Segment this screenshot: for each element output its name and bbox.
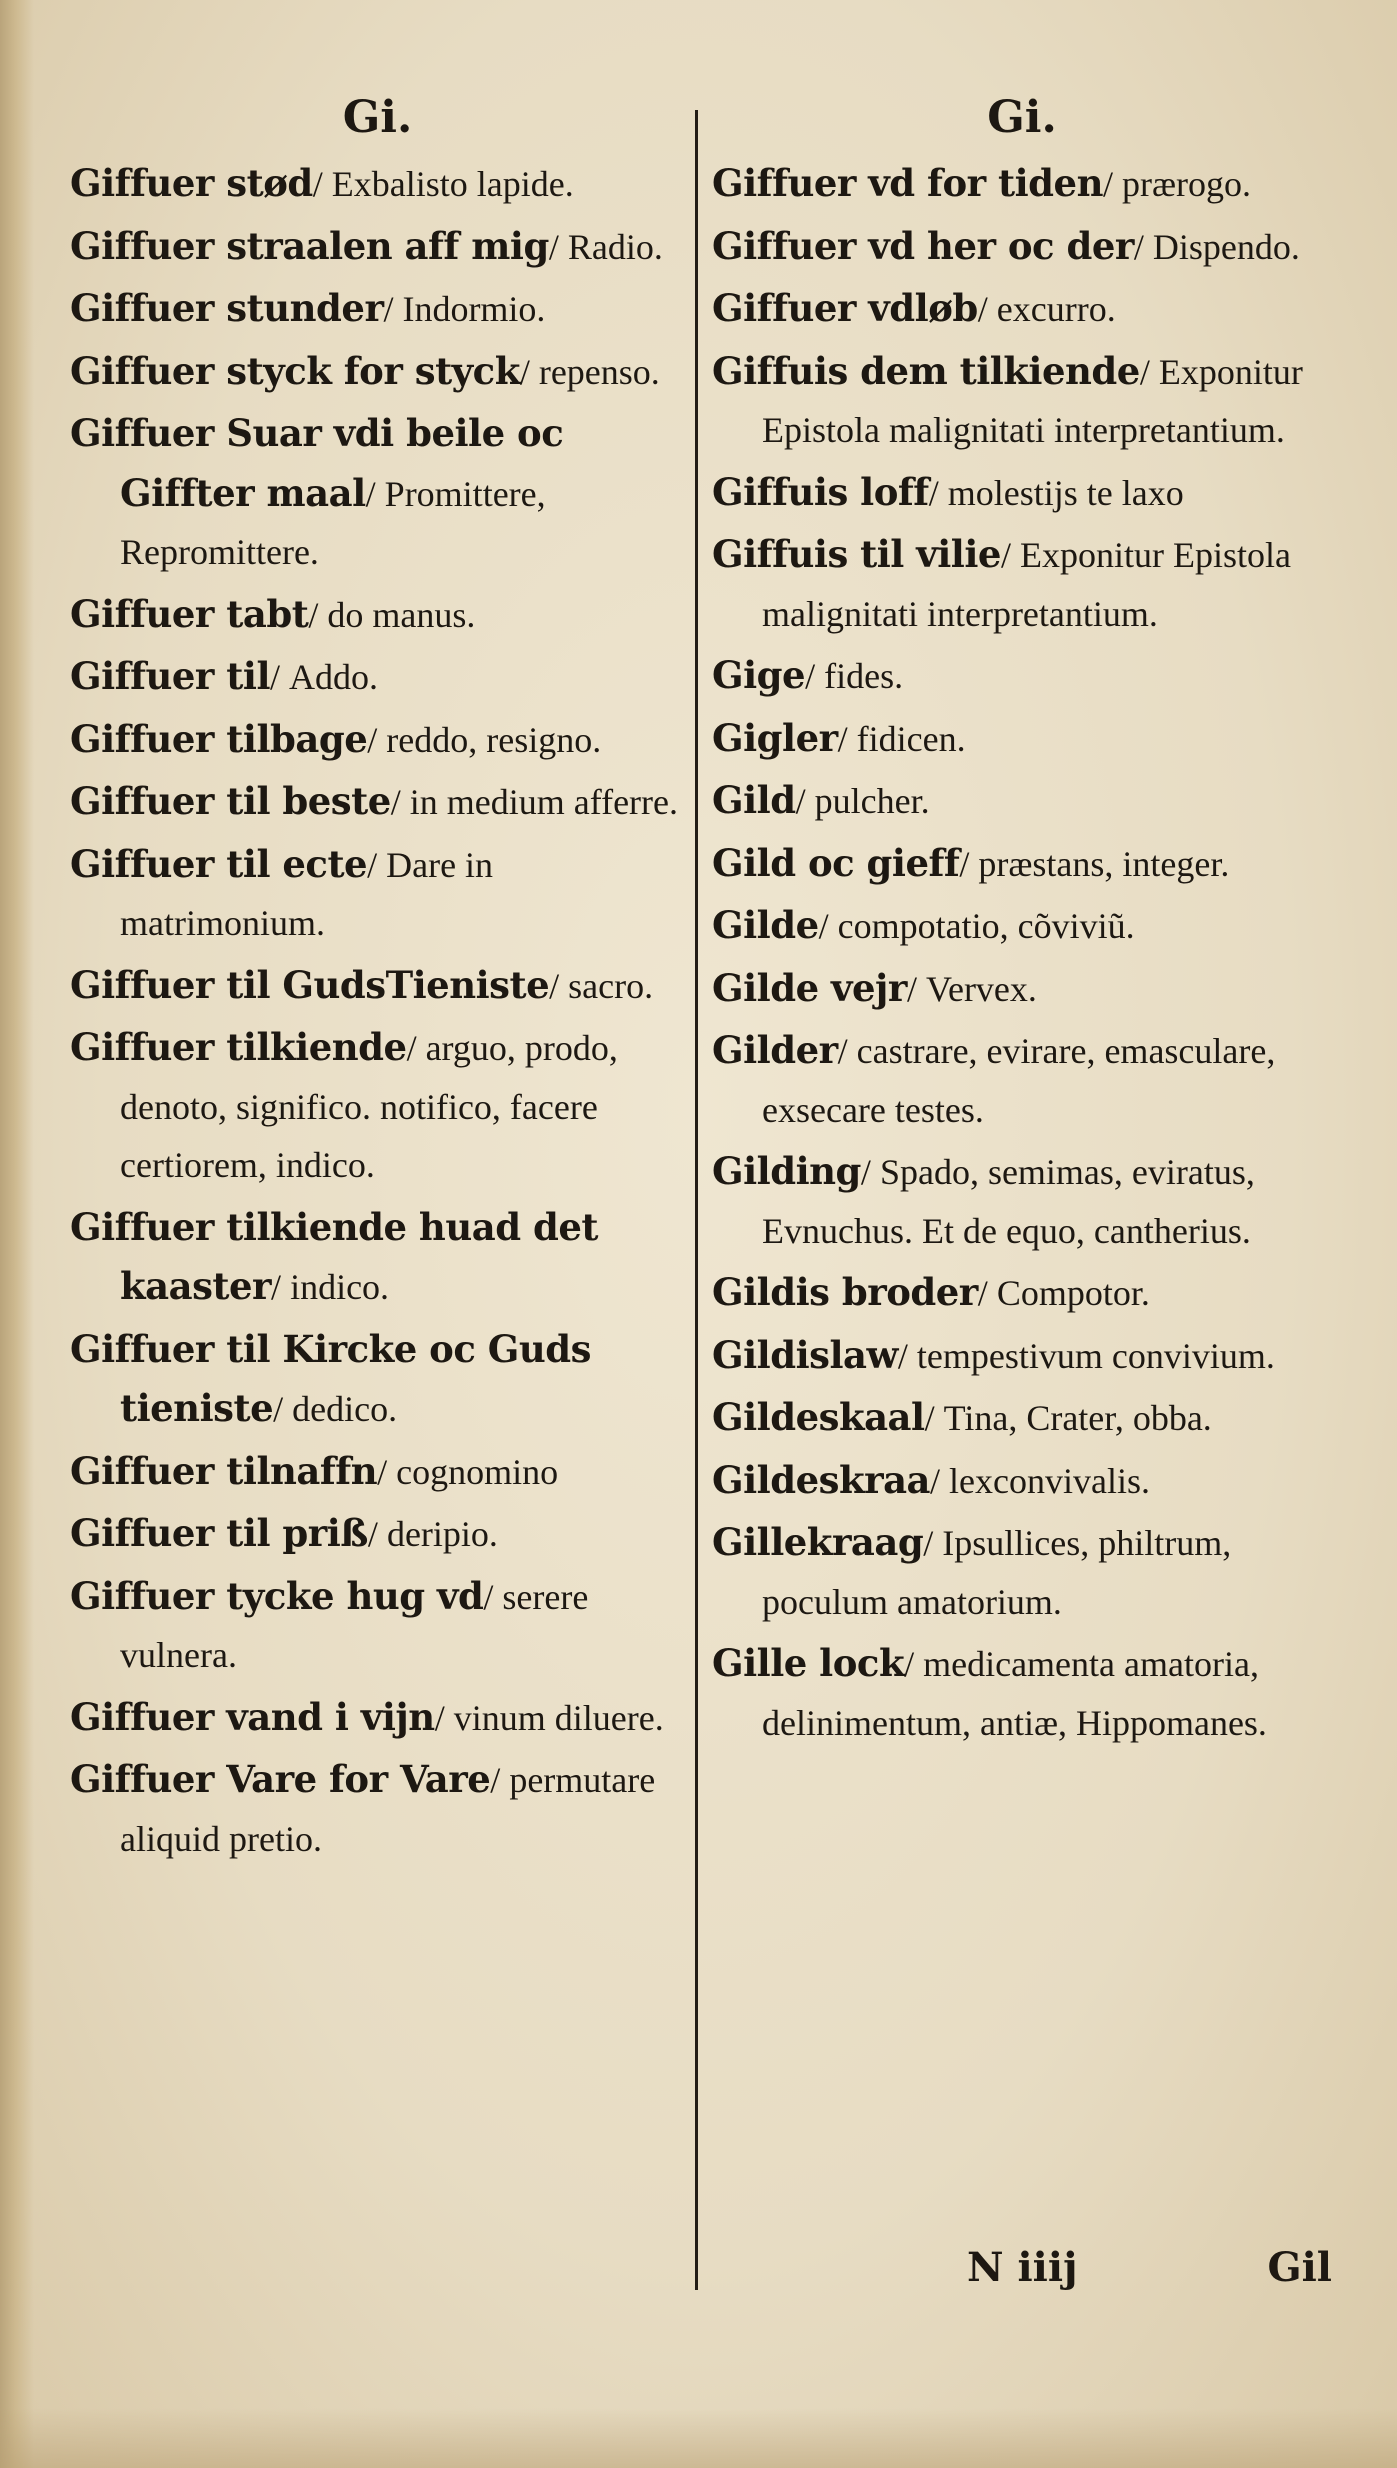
dictionary-entry xyxy=(70,1504,685,1564)
left-column xyxy=(70,88,685,1871)
entry-translation: do manus. xyxy=(327,594,476,635)
entry-translation: repenso. xyxy=(538,351,660,392)
entry-headword: Gildislaw xyxy=(712,1332,898,1377)
entry-headword: Gildeskraa xyxy=(712,1457,931,1502)
entry-headword: Gildeskaal xyxy=(712,1395,925,1439)
entry-headword: Giffuis loff xyxy=(712,469,929,514)
entry-translation: lexconvivalis. xyxy=(949,1460,1150,1501)
entry-headword: Gildis broder xyxy=(712,1270,978,1314)
signature-mark: N iiij xyxy=(967,2244,1078,2291)
entry-translation: vinum diluere. xyxy=(453,1697,664,1738)
entry-separator: / xyxy=(795,781,815,821)
entry-separator: / xyxy=(977,289,997,329)
entry-separator: / xyxy=(548,226,568,267)
entry-separator: / xyxy=(959,843,979,884)
dictionary-entry xyxy=(712,342,1332,460)
entry-separator: / xyxy=(1102,164,1122,204)
entry-translation: Spado, semimas, eviratus, Evnuchus. Et de equo, cantherius. xyxy=(762,1152,1255,1251)
dictionary-entry xyxy=(712,896,1332,956)
entry-separator: / xyxy=(549,965,569,1006)
entry-translation: castrare, evirare, emasculare, exsecare testes. xyxy=(762,1031,1276,1130)
dictionary-entry xyxy=(70,1198,685,1317)
page-footer xyxy=(712,2238,1332,2298)
entry-headword: Giffuer tilkiende huad det kaaster xyxy=(70,1204,598,1308)
entry-separator: / xyxy=(490,1760,510,1800)
entry-separator: / xyxy=(312,164,332,204)
entry-translation: arguo, prodo, denoto, significo. notifico, facere certiorem, indico. xyxy=(120,1028,618,1185)
column-divider xyxy=(695,110,698,2290)
entry-headword: Giffuer styck for styck xyxy=(70,348,520,393)
entry-headword: Giffuer tycke hug vd xyxy=(70,1573,484,1618)
dictionary-entry xyxy=(70,772,685,832)
entry-headword: Gilder xyxy=(712,1028,838,1072)
entry-headword: Giffuer tilnaffn xyxy=(70,1448,378,1493)
entry-separator: / xyxy=(837,1031,857,1071)
entry-translation: præstans, integer. xyxy=(978,843,1230,884)
running-head-right: Gi. xyxy=(987,92,1057,143)
entry-separator: / xyxy=(519,351,539,392)
entry-headword: Giffuis til vilie xyxy=(712,532,1001,576)
dictionary-entry xyxy=(70,217,685,277)
entry-headword: Giffuer vdløb xyxy=(712,286,978,330)
entry-headword: Giffuer til xyxy=(70,654,271,698)
entry-translation: excurro. xyxy=(996,289,1116,329)
entry-separator: / xyxy=(406,1028,426,1068)
dictionary-entry xyxy=(70,585,685,645)
entry-translation: Tina, Crater, obba. xyxy=(943,1398,1212,1438)
entry-headword: Giffuer til ecte xyxy=(70,841,368,886)
entry-separator: / xyxy=(365,473,385,514)
left-entry-list xyxy=(70,154,685,1868)
running-head-left: Gi. xyxy=(342,92,413,143)
entry-translation: permutare aliquid pretio. xyxy=(120,1760,656,1859)
dictionary-entry xyxy=(70,404,685,582)
dictionary-entry xyxy=(712,1021,1332,1139)
entry-translation: Promittere, Repromittere. xyxy=(120,473,546,572)
entry-headword: Giffuer til GudsTieniste xyxy=(70,962,550,1007)
catchword: Gil xyxy=(1267,2244,1332,2291)
entry-headword: Giffuer vd for tiden xyxy=(712,161,1103,205)
dictionary-entry xyxy=(70,342,685,402)
entry-translation: Addo. xyxy=(289,657,379,697)
entry-translation: pulcher. xyxy=(814,781,930,821)
dictionary-entry xyxy=(712,279,1332,339)
entry-separator: / xyxy=(434,1697,454,1738)
entry-separator: / xyxy=(367,719,387,760)
entry-translation: Radio. xyxy=(567,226,663,267)
entry-headword: Giffuer tilbage xyxy=(70,716,368,761)
entry-headword: Gigler xyxy=(712,715,838,760)
entry-translation: fidicen. xyxy=(856,718,966,759)
entry-separator: / xyxy=(923,1523,943,1563)
entry-separator: / xyxy=(930,1460,950,1501)
entry-translation: Indormio. xyxy=(402,289,546,329)
entry-headword: Giffuer vd her oc der xyxy=(712,223,1134,268)
dictionary-entry xyxy=(712,1634,1332,1752)
entry-separator: / xyxy=(390,782,410,822)
dictionary-entry xyxy=(70,1750,685,1868)
entry-translation: fides. xyxy=(824,656,904,696)
entry-separator: / xyxy=(270,657,290,697)
dictionary-entry xyxy=(712,1513,1332,1631)
entry-headword: Giffuer til beste xyxy=(70,779,391,823)
dictionary-entry xyxy=(712,771,1332,831)
entry-headword: Giffuer til Kircke oc Guds tieniste xyxy=(70,1326,591,1430)
entry-separator: / xyxy=(924,1398,944,1438)
dictionary-entry xyxy=(70,647,685,707)
entry-translation: Ipsullices, philtrum, poculum amatorium. xyxy=(762,1523,1232,1622)
dictionary-entry xyxy=(712,834,1332,894)
entry-headword: Giffuer stunder xyxy=(70,286,384,330)
entry-headword: Gige xyxy=(712,653,806,697)
entry-separator: / xyxy=(928,472,948,513)
entry-translation: compotatio, cõviviũ. xyxy=(837,906,1135,946)
entry-translation: medicamenta amatoria, delinimentum, antiæ, Hippomanes. xyxy=(762,1644,1267,1743)
entry-separator: / xyxy=(483,1576,503,1617)
entry-separator: / xyxy=(897,1335,917,1376)
entry-translation: Exponitur Epistola malignitati interpretantium. xyxy=(762,535,1291,634)
entry-translation: indico. xyxy=(290,1267,390,1307)
dictionary-entry xyxy=(712,463,1332,523)
dictionary-entry xyxy=(712,1388,1332,1448)
entry-translation: Vervex. xyxy=(925,968,1037,1009)
entry-translation: prærogo. xyxy=(1122,164,1251,204)
entry-headword: Gillekraag xyxy=(712,1520,924,1564)
entry-headword: Giffuer vand i vijn xyxy=(70,1694,435,1739)
entry-headword: Giffuer Vare for Vare xyxy=(70,1757,491,1801)
entry-headword: Giffuer tilkiende xyxy=(70,1025,407,1069)
entry-separator: / xyxy=(271,1267,291,1307)
dictionary-entry xyxy=(712,959,1332,1019)
dictionary-entry xyxy=(712,525,1332,643)
dictionary-entry xyxy=(712,709,1332,769)
entry-headword: Giffuer til priß xyxy=(70,1511,368,1555)
entry-headword: Gilde vejr xyxy=(712,965,907,1010)
entry-translation: cognomino xyxy=(396,1451,559,1492)
dictionary-entry xyxy=(70,1018,685,1195)
dictionary-entry xyxy=(712,1326,1332,1386)
entry-translation: Dare in matrimonium. xyxy=(120,844,494,943)
right-column xyxy=(712,88,1332,1755)
entry-separator: / xyxy=(860,1152,880,1192)
dictionary-entry xyxy=(70,1567,685,1685)
entry-translation: Exbalisto lapide. xyxy=(331,164,574,204)
dictionary-entry xyxy=(70,835,685,953)
entry-separator: / xyxy=(906,968,926,1009)
entry-headword: Giffuer tabt xyxy=(70,591,309,636)
entry-separator: / xyxy=(273,1389,293,1429)
entry-translation: in medium afferre. xyxy=(409,782,679,822)
entry-headword: Giffuer Suar vdi beile oc Giffter maal xyxy=(70,411,564,515)
entry-translation: sacro. xyxy=(568,965,654,1006)
entry-translation: Exponitur Epistola malignitati interpretantium. xyxy=(762,351,1303,450)
dictionary-entry xyxy=(70,154,685,214)
entry-separator: / xyxy=(1000,535,1020,575)
entry-separator: / xyxy=(367,1514,387,1554)
entry-translation: deripio. xyxy=(386,1514,498,1554)
entry-headword: Gille lock xyxy=(712,1641,905,1685)
entry-separator: / xyxy=(837,718,857,759)
entry-translation: serere vulnera. xyxy=(120,1576,589,1675)
dictionary-entry xyxy=(70,279,685,339)
entry-separator: / xyxy=(1139,351,1159,392)
entry-separator: / xyxy=(377,1451,397,1492)
dictionary-entry xyxy=(70,956,685,1016)
entry-headword: Gilde xyxy=(712,903,819,947)
dictionary-entry xyxy=(70,1442,685,1502)
entry-headword: Gilding xyxy=(712,1149,861,1193)
dictionary-entry xyxy=(712,1142,1332,1260)
dictionary-entry xyxy=(712,1451,1332,1511)
entry-separator: / xyxy=(904,1644,924,1684)
dictionary-entry xyxy=(712,1263,1332,1323)
right-entry-list xyxy=(712,154,1332,1752)
entry-translation: reddo, resigno. xyxy=(386,719,602,760)
entry-separator: / xyxy=(818,906,838,946)
entry-separator: / xyxy=(383,289,403,329)
dictionary-entry xyxy=(70,1320,685,1439)
entry-headword: Giffuis dem tilkiende xyxy=(712,348,1140,393)
entry-separator: / xyxy=(367,844,387,885)
entry-separator: / xyxy=(977,1273,997,1313)
entry-headword: Giffuer stød xyxy=(70,161,313,205)
entry-headword: Gild xyxy=(712,778,796,822)
dictionary-entry xyxy=(70,1688,685,1748)
entry-headword: Giffuer straalen aff mig xyxy=(70,223,549,268)
dictionary-entry xyxy=(712,154,1332,214)
entry-separator: / xyxy=(1133,226,1153,267)
page-gutter-shadow xyxy=(0,0,34,2468)
entry-separator: / xyxy=(805,656,825,696)
entry-separator: / xyxy=(308,594,328,635)
page-bottom-shadow xyxy=(0,2408,1397,2468)
entry-headword: Gild oc gieff xyxy=(712,840,960,885)
entry-translation: Dispendo. xyxy=(1152,226,1300,267)
dictionary-entry xyxy=(712,646,1332,706)
entry-translation: tempestivum convivium. xyxy=(916,1335,1275,1376)
dictionary-entry xyxy=(712,217,1332,277)
entry-translation: Compotor. xyxy=(996,1273,1150,1313)
entry-translation: molestijs te laxo xyxy=(947,472,1184,513)
dictionary-entry xyxy=(70,710,685,770)
entry-translation: dedico. xyxy=(292,1389,398,1429)
